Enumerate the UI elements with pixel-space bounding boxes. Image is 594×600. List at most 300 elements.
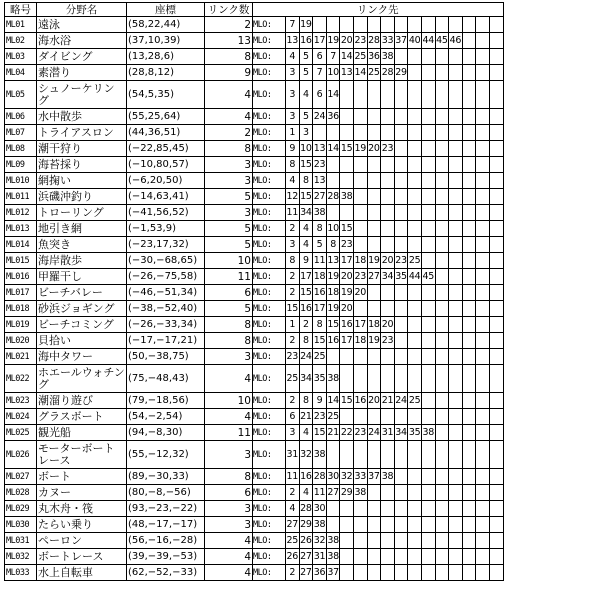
row-link-target xyxy=(408,65,422,81)
row-link-target: 36 xyxy=(367,49,381,65)
row-link-target xyxy=(394,441,408,469)
row-link-target xyxy=(449,501,463,517)
row-link-target: 28 xyxy=(299,501,313,517)
row-link-target xyxy=(462,189,476,205)
row-link-target: 27 xyxy=(313,189,327,205)
row-name: モーターボートレース xyxy=(37,441,127,469)
row-link-target xyxy=(462,205,476,221)
row-link-target: 38 xyxy=(313,517,327,533)
row-link-count: 6 xyxy=(205,485,253,501)
row-link-target: 19 xyxy=(326,33,340,49)
row-link-prefix: MLO: xyxy=(253,533,286,549)
row-link-target: 17 xyxy=(340,253,354,269)
row-code: ML016 xyxy=(5,269,37,285)
row-link-target xyxy=(462,49,476,65)
row-link-target: 28 xyxy=(381,65,395,81)
row-coord: (54,−2,54) xyxy=(127,409,205,425)
row-link-target: 23 xyxy=(353,425,367,441)
table-row xyxy=(5,65,504,81)
row-link-target: 2 xyxy=(299,317,313,333)
row-link-target xyxy=(462,393,476,409)
row-link-target xyxy=(462,253,476,269)
row-link-target xyxy=(462,441,476,469)
row-link-target: 20 xyxy=(381,317,395,333)
row-coord: (−30,−68,65) xyxy=(127,253,205,269)
row-link-target: 24 xyxy=(313,109,327,125)
row-link-target xyxy=(353,365,367,393)
row-link-target xyxy=(435,393,449,409)
row-link-target: 20 xyxy=(340,301,354,317)
row-link-target xyxy=(476,317,490,333)
row-link-target xyxy=(408,125,422,141)
row-link-target: 16 xyxy=(299,469,313,485)
row-link-target: 23 xyxy=(313,157,327,173)
row-link-target xyxy=(476,125,490,141)
row-link-target: 14 xyxy=(326,393,340,409)
row-link-prefix: MLO: xyxy=(253,469,286,485)
row-link-prefix: MLO: xyxy=(253,141,286,157)
row-link-target xyxy=(435,501,449,517)
row-code: ML04 xyxy=(5,65,37,81)
row-link-target xyxy=(421,189,435,205)
row-link-prefix: MLO: xyxy=(253,501,286,517)
table-row xyxy=(5,141,504,157)
row-link-target: 8 xyxy=(326,237,340,253)
row-link-target: 17 xyxy=(313,301,327,317)
row-code: ML025 xyxy=(5,425,37,441)
row-link-target: 6 xyxy=(313,49,327,65)
row-link-target xyxy=(489,189,503,205)
row-link-target xyxy=(435,469,449,485)
row-coord: (37,10,39) xyxy=(127,33,205,49)
row-link-target xyxy=(353,301,367,317)
row-link-target xyxy=(394,285,408,301)
row-link-prefix: MLO: xyxy=(253,65,286,81)
row-link-target xyxy=(476,533,490,549)
row-link-target xyxy=(408,301,422,317)
row-link-target: 4 xyxy=(299,81,313,109)
row-link-target xyxy=(394,49,408,65)
row-coord: (62,−52,−33) xyxy=(127,565,205,581)
row-link-target xyxy=(489,221,503,237)
row-link-target xyxy=(449,393,463,409)
row-link-target xyxy=(367,517,381,533)
row-link-target: 23 xyxy=(394,253,408,269)
row-link-target: 37 xyxy=(367,469,381,485)
row-link-target: 28 xyxy=(313,469,327,485)
table-row xyxy=(5,501,504,517)
row-link-target: 18 xyxy=(326,285,340,301)
row-link-target: 40 xyxy=(408,33,422,49)
row-link-count: 4 xyxy=(205,409,253,425)
row-coord: (80,−8,−56) xyxy=(127,485,205,501)
row-link-target: 14 xyxy=(326,81,340,109)
row-link-target: 38 xyxy=(326,533,340,549)
row-link-target xyxy=(462,237,476,253)
row-link-target: 35 xyxy=(408,425,422,441)
row-link-target: 38 xyxy=(313,205,327,221)
row-link-target xyxy=(435,237,449,253)
row-link-target xyxy=(435,317,449,333)
row-link-count: 2 xyxy=(205,125,253,141)
row-link-target xyxy=(353,349,367,365)
row-link-target xyxy=(489,365,503,393)
row-link-target xyxy=(326,125,340,141)
row-link-target: 8 xyxy=(313,221,327,237)
row-link-target xyxy=(394,501,408,517)
row-link-target xyxy=(449,469,463,485)
row-link-target xyxy=(462,365,476,393)
row-code: ML018 xyxy=(5,301,37,317)
table-row xyxy=(5,269,504,285)
row-link-target xyxy=(367,221,381,237)
row-link-target xyxy=(381,205,395,221)
row-link-target: 15 xyxy=(299,285,313,301)
header-coord: 座標 xyxy=(127,3,205,17)
row-link-target xyxy=(435,349,449,365)
row-link-count: 4 xyxy=(205,81,253,109)
row-code: ML019 xyxy=(5,317,37,333)
row-link-target: 20 xyxy=(367,141,381,157)
row-code: ML032 xyxy=(5,549,37,565)
row-link-target: 8 xyxy=(286,157,300,173)
table-row xyxy=(5,317,504,333)
table-row xyxy=(5,81,504,109)
row-link-target: 38 xyxy=(381,469,395,485)
row-link-target xyxy=(394,81,408,109)
row-link-target xyxy=(449,441,463,469)
row-link-target xyxy=(489,333,503,349)
table-row xyxy=(5,533,504,549)
row-link-target xyxy=(476,173,490,189)
row-link-target: 31 xyxy=(313,549,327,565)
row-link-target xyxy=(435,49,449,65)
row-code: ML02 xyxy=(5,33,37,49)
table-row xyxy=(5,301,504,317)
table-row xyxy=(5,469,504,485)
row-link-target xyxy=(449,533,463,549)
row-link-target: 7 xyxy=(313,65,327,81)
row-link-target: 27 xyxy=(299,565,313,581)
row-link-target: 7 xyxy=(286,17,300,33)
row-link-target xyxy=(476,549,490,565)
row-link-count: 3 xyxy=(205,205,253,221)
row-link-target: 16 xyxy=(313,285,327,301)
row-link-target xyxy=(449,349,463,365)
row-link-target: 27 xyxy=(367,269,381,285)
row-link-target xyxy=(394,157,408,173)
row-link-target: 32 xyxy=(299,441,313,469)
row-link-target: 23 xyxy=(381,141,395,157)
row-link-target: 6 xyxy=(286,409,300,425)
row-link-target xyxy=(408,317,422,333)
row-link-target: 17 xyxy=(313,33,327,49)
row-link-prefix: MLO: xyxy=(253,125,286,141)
row-link-target xyxy=(421,157,435,173)
row-link-target xyxy=(449,221,463,237)
row-link-target xyxy=(408,205,422,221)
row-link-target xyxy=(476,393,490,409)
row-link-prefix: MLO: xyxy=(253,81,286,109)
row-link-target xyxy=(462,157,476,173)
row-link-target xyxy=(381,81,395,109)
row-link-target: 38 xyxy=(340,189,354,205)
row-name: 潮溜り遊び xyxy=(37,393,127,409)
row-link-target: 27 xyxy=(299,549,313,565)
row-link-target: 25 xyxy=(326,409,340,425)
row-link-target xyxy=(476,349,490,365)
row-link-count: 5 xyxy=(205,301,253,317)
row-link-target: 15 xyxy=(286,301,300,317)
table-row xyxy=(5,205,504,221)
row-link-target xyxy=(421,109,435,125)
row-link-target: 25 xyxy=(286,365,300,393)
row-name: ビーチバレー xyxy=(37,285,127,301)
row-link-target: 5 xyxy=(299,109,313,125)
row-link-target xyxy=(435,157,449,173)
row-link-target xyxy=(462,409,476,425)
row-link-target xyxy=(367,189,381,205)
row-link-target xyxy=(394,237,408,253)
row-link-target xyxy=(489,549,503,565)
row-link-target xyxy=(489,81,503,109)
row-link-target xyxy=(394,565,408,581)
row-link-target: 15 xyxy=(340,393,354,409)
row-link-target xyxy=(394,349,408,365)
row-link-target: 19 xyxy=(353,141,367,157)
row-link-target: 4 xyxy=(299,425,313,441)
row-link-target: 18 xyxy=(367,317,381,333)
row-link-target xyxy=(449,237,463,253)
row-link-prefix: MLO: xyxy=(253,517,286,533)
row-link-target xyxy=(476,189,490,205)
row-link-target xyxy=(449,65,463,81)
row-link-target xyxy=(408,549,422,565)
row-link-target: 30 xyxy=(326,469,340,485)
row-code: ML015 xyxy=(5,253,37,269)
row-coord: (56,−16,−28) xyxy=(127,533,205,549)
row-link-target xyxy=(381,409,395,425)
row-link-target xyxy=(367,365,381,393)
row-code: ML03 xyxy=(5,49,37,65)
row-link-target xyxy=(476,141,490,157)
row-link-target xyxy=(381,109,395,125)
row-name: 地引き網 xyxy=(37,221,127,237)
row-link-target xyxy=(449,253,463,269)
row-code: ML012 xyxy=(5,205,37,221)
row-link-target xyxy=(408,517,422,533)
row-link-target: 25 xyxy=(286,533,300,549)
row-link-target xyxy=(353,549,367,565)
row-coord: (94,−8,30) xyxy=(127,425,205,441)
row-link-target: 18 xyxy=(313,269,327,285)
row-link-target: 1 xyxy=(286,317,300,333)
row-link-target xyxy=(462,333,476,349)
row-code: ML05 xyxy=(5,81,37,109)
row-link-prefix: MLO: xyxy=(253,253,286,269)
row-link-target xyxy=(435,409,449,425)
row-link-target: 11 xyxy=(313,485,327,501)
row-coord: (39,−39,−53) xyxy=(127,549,205,565)
row-coord: (50,−38,75) xyxy=(127,349,205,365)
row-name: 丸木舟・筏 xyxy=(37,501,127,517)
row-coord: (−22,85,45) xyxy=(127,141,205,157)
row-link-target xyxy=(367,409,381,425)
row-link-target: 8 xyxy=(299,173,313,189)
row-link-target xyxy=(489,157,503,173)
row-link-target xyxy=(394,549,408,565)
row-link-target: 45 xyxy=(435,33,449,49)
row-link-target xyxy=(476,221,490,237)
row-link-target xyxy=(449,189,463,205)
row-link-target: 13 xyxy=(313,173,327,189)
row-link-count: 9 xyxy=(205,65,253,81)
row-link-target: 2 xyxy=(286,333,300,349)
row-link-target: 23 xyxy=(313,409,327,425)
row-link-target xyxy=(435,65,449,81)
row-link-target: 1 xyxy=(286,125,300,141)
row-link-target xyxy=(353,441,367,469)
row-link-target: 15 xyxy=(340,141,354,157)
header-links: リンク先 xyxy=(253,3,504,17)
row-link-target: 25 xyxy=(313,349,327,365)
row-link-target xyxy=(476,237,490,253)
row-link-target: 10 xyxy=(326,65,340,81)
row-link-target xyxy=(476,333,490,349)
row-link-target xyxy=(367,81,381,109)
row-link-target: 26 xyxy=(299,533,313,549)
row-link-target: 20 xyxy=(353,285,367,301)
row-link-target xyxy=(435,221,449,237)
table-row xyxy=(5,109,504,125)
row-code: ML08 xyxy=(5,141,37,157)
row-link-target xyxy=(435,425,449,441)
row-link-target: 8 xyxy=(299,393,313,409)
row-link-target: 17 xyxy=(299,269,313,285)
row-name: 浜磯沖釣り xyxy=(37,189,127,205)
row-code: ML01 xyxy=(5,17,37,33)
row-link-target xyxy=(367,533,381,549)
row-code: ML020 xyxy=(5,333,37,349)
row-link-prefix: MLO: xyxy=(253,49,286,65)
row-link-target xyxy=(476,485,490,501)
row-link-target: 38 xyxy=(353,485,367,501)
row-link-target: 19 xyxy=(367,253,381,269)
row-link-target xyxy=(449,517,463,533)
row-link-target: 34 xyxy=(394,425,408,441)
row-link-target xyxy=(489,425,503,441)
row-link-target xyxy=(462,109,476,125)
row-link-target xyxy=(421,485,435,501)
row-link-target: 18 xyxy=(353,253,367,269)
row-link-target xyxy=(449,565,463,581)
row-name: たらい乗り xyxy=(37,517,127,533)
row-link-prefix: MLO: xyxy=(253,109,286,125)
table-row xyxy=(5,349,504,365)
row-link-target: 8 xyxy=(313,317,327,333)
row-link-target xyxy=(408,141,422,157)
row-link-target xyxy=(367,349,381,365)
row-link-target xyxy=(326,349,340,365)
row-link-count: 10 xyxy=(205,253,253,269)
row-link-target: 5 xyxy=(299,65,313,81)
row-link-target xyxy=(408,533,422,549)
row-link-target xyxy=(381,301,395,317)
row-link-target xyxy=(353,221,367,237)
row-link-target xyxy=(408,565,422,581)
row-coord: (−26,−75,58) xyxy=(127,269,205,285)
row-link-target xyxy=(435,333,449,349)
row-link-target: 13 xyxy=(313,141,327,157)
row-name: 砂浜ジョギング xyxy=(37,301,127,317)
row-link-prefix: MLO: xyxy=(253,565,286,581)
row-link-target xyxy=(340,125,354,141)
row-link-target: 29 xyxy=(394,65,408,81)
row-link-target xyxy=(462,17,476,33)
row-link-target xyxy=(394,221,408,237)
row-name: トローリング xyxy=(37,205,127,221)
row-link-target: 16 xyxy=(340,317,354,333)
row-link-target xyxy=(394,485,408,501)
row-link-count: 8 xyxy=(205,141,253,157)
row-coord: (58,22,44) xyxy=(127,17,205,33)
row-link-target: 11 xyxy=(286,205,300,221)
row-link-target xyxy=(421,409,435,425)
header-name: 分野名 xyxy=(37,3,127,17)
row-link-target xyxy=(489,17,503,33)
row-code: ML030 xyxy=(5,517,37,533)
row-link-target xyxy=(394,205,408,221)
row-link-target xyxy=(340,565,354,581)
table-row xyxy=(5,409,504,425)
row-link-target: 17 xyxy=(353,317,367,333)
row-link-target xyxy=(381,441,395,469)
row-link-target xyxy=(367,17,381,33)
row-link-target xyxy=(353,565,367,581)
row-link-count: 4 xyxy=(205,533,253,549)
row-name: ホエールウォチング xyxy=(38,365,125,391)
row-link-target xyxy=(408,237,422,253)
table-row xyxy=(5,485,504,501)
table-row xyxy=(5,125,504,141)
row-name: 水中散歩 xyxy=(37,109,127,125)
row-link-target: 27 xyxy=(286,517,300,533)
row-link-target xyxy=(381,221,395,237)
row-link-target xyxy=(421,317,435,333)
row-link-target xyxy=(421,501,435,517)
row-link-target xyxy=(476,33,490,49)
row-link-target xyxy=(462,485,476,501)
row-link-target: 14 xyxy=(353,65,367,81)
row-link-target: 2 xyxy=(286,285,300,301)
row-link-target xyxy=(326,157,340,173)
row-link-target xyxy=(421,173,435,189)
row-link-target xyxy=(449,285,463,301)
row-link-target xyxy=(340,81,354,109)
row-link-target: 36 xyxy=(326,109,340,125)
row-link-target: 16 xyxy=(299,33,313,49)
row-link-target xyxy=(421,205,435,221)
row-link-target xyxy=(449,49,463,65)
row-link-count: 8 xyxy=(205,317,253,333)
row-link-target xyxy=(435,269,449,285)
row-name: カヌー xyxy=(37,485,127,501)
row-link-target xyxy=(435,285,449,301)
table-row xyxy=(5,393,504,409)
row-link-target xyxy=(421,301,435,317)
row-link-target xyxy=(408,285,422,301)
row-link-target xyxy=(421,333,435,349)
